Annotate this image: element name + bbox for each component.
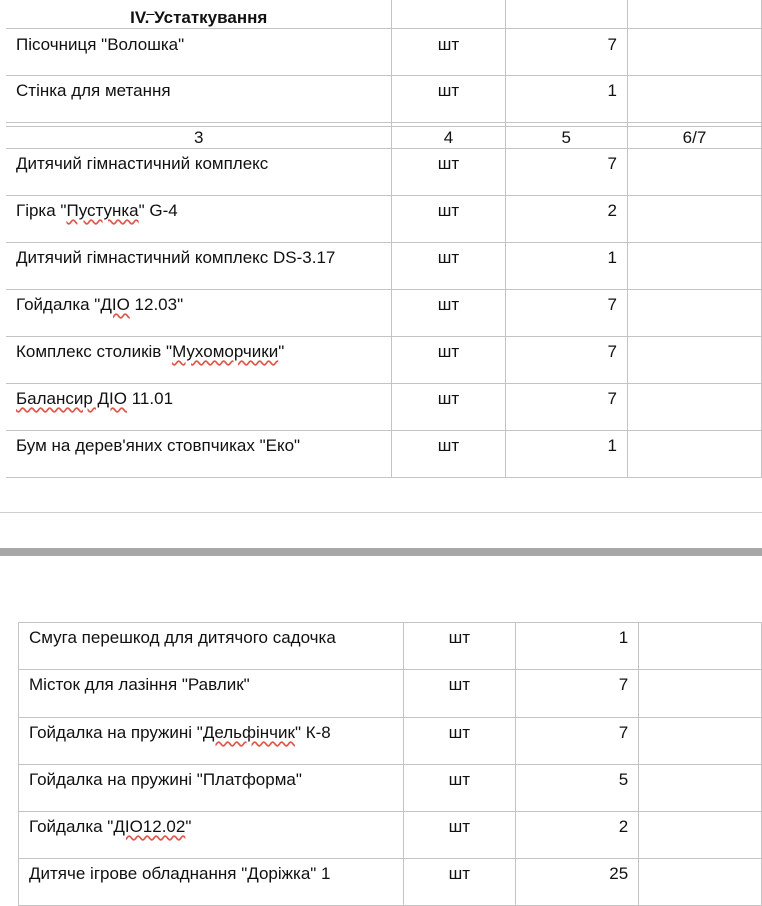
unit-cell[interactable]: шт bbox=[404, 812, 516, 859]
qty-cell[interactable]: 7 bbox=[505, 384, 627, 431]
unit-cell[interactable]: шт bbox=[404, 765, 516, 812]
table-row bbox=[6, 431, 762, 478]
cell[interactable] bbox=[627, 243, 761, 290]
item-name-cell[interactable]: Стінка для метання bbox=[6, 76, 392, 123]
cell[interactable] bbox=[627, 149, 761, 196]
cell[interactable] bbox=[639, 623, 762, 670]
cell[interactable] bbox=[627, 337, 761, 384]
table-row bbox=[6, 337, 762, 384]
qty-cell[interactable]: 5 bbox=[515, 765, 638, 812]
qty-cell[interactable]: 7 bbox=[505, 337, 627, 384]
table-row bbox=[6, 149, 762, 196]
unit-cell[interactable]: шт bbox=[392, 149, 505, 196]
cell[interactable] bbox=[627, 431, 761, 478]
column-number-row bbox=[6, 127, 762, 149]
item-name-cell[interactable]: Балансир ДІО 11.01 bbox=[6, 384, 392, 431]
item-name-cell[interactable]: Дитячий гімнастичний комплекс DS-3.17 bbox=[6, 243, 392, 290]
item-name-cell[interactable]: Гойдалка на пружині "Дельфінчик" К-8 bbox=[19, 718, 404, 765]
qty-cell[interactable]: 7 bbox=[505, 149, 627, 196]
unit-cell[interactable]: шт bbox=[392, 243, 505, 290]
cell[interactable] bbox=[639, 812, 762, 859]
column-number[interactable]: 4 bbox=[392, 127, 505, 149]
item-name-cell[interactable]: Гойдалка "ДІО12.02" bbox=[19, 812, 404, 859]
cell[interactable] bbox=[627, 76, 761, 123]
cell[interactable] bbox=[639, 718, 762, 765]
cell[interactable] bbox=[627, 384, 761, 431]
qty-cell[interactable]: 1 bbox=[505, 243, 627, 290]
qty-cell[interactable]: 7 bbox=[515, 670, 638, 718]
table-row bbox=[19, 765, 762, 812]
qty-cell[interactable]: 1 bbox=[515, 623, 638, 670]
spellcheck-flag: ДІО12.02 bbox=[113, 817, 186, 836]
item-name-cell[interactable]: Місток для лазіння "Равлик" bbox=[19, 670, 404, 718]
unit-cell[interactable]: шт bbox=[392, 29, 505, 76]
cell[interactable] bbox=[639, 859, 762, 906]
table-row bbox=[19, 718, 762, 765]
qty-cell[interactable]: 7 bbox=[515, 718, 638, 765]
item-name-cell[interactable]: Гойдалка на пружині "Платформа" bbox=[19, 765, 404, 812]
cell[interactable] bbox=[639, 670, 762, 718]
unit-cell[interactable]: шт bbox=[404, 623, 516, 670]
qty-cell[interactable]: 2 bbox=[505, 196, 627, 243]
spellcheck-flag: Дельфінчик bbox=[202, 723, 295, 742]
unit-cell[interactable]: шт bbox=[392, 76, 505, 123]
table-row bbox=[6, 196, 762, 243]
cell[interactable] bbox=[627, 0, 761, 29]
item-name-cell[interactable]: Смуга перешкод для дитячого садочка bbox=[19, 623, 404, 670]
unit-cell[interactable]: шт bbox=[404, 670, 516, 718]
equipment-table-page2 bbox=[18, 622, 762, 906]
table-row bbox=[19, 623, 762, 670]
unit-cell[interactable]: шт bbox=[404, 859, 516, 906]
qty-cell[interactable]: 1 bbox=[505, 76, 627, 123]
qty-cell[interactable]: 1 bbox=[505, 431, 627, 478]
qty-cell[interactable]: 25 bbox=[515, 859, 638, 906]
unit-cell[interactable]: шт bbox=[392, 196, 505, 243]
unit-cell[interactable]: шт bbox=[392, 431, 505, 478]
table-row bbox=[6, 29, 762, 76]
item-name-cell[interactable]: Комплекс столиків "Мухоморчики" bbox=[6, 337, 392, 384]
item-name-cell[interactable]: Бум на дерев'яних стовпчиках "Еко" bbox=[6, 431, 392, 478]
table-row bbox=[19, 812, 762, 859]
qty-cell[interactable]: 7 bbox=[505, 29, 627, 76]
cell[interactable] bbox=[505, 0, 627, 29]
item-name-cell[interactable]: Дитяче ігрове обладнання "Доріжка" 1 bbox=[19, 859, 404, 906]
cell[interactable] bbox=[627, 290, 761, 337]
column-number[interactable]: 3 bbox=[6, 127, 392, 149]
cell[interactable] bbox=[627, 29, 761, 76]
item-name-cell[interactable]: Гірка "Пустунка" G-4 bbox=[6, 196, 392, 243]
qty-cell[interactable]: 2 bbox=[515, 812, 638, 859]
cell[interactable] bbox=[639, 765, 762, 812]
table-row bbox=[6, 243, 762, 290]
cell[interactable] bbox=[627, 196, 761, 243]
section-header[interactable]: IV. Устаткування bbox=[6, 0, 392, 29]
section-header-row bbox=[6, 0, 762, 29]
cell[interactable] bbox=[392, 0, 505, 29]
page-bottom-border bbox=[0, 512, 762, 513]
unit-cell[interactable]: шт bbox=[392, 337, 505, 384]
column-number[interactable]: 5 bbox=[505, 127, 627, 149]
spellcheck-flag: Пустунка bbox=[66, 201, 139, 220]
table-row bbox=[6, 290, 762, 337]
column-number[interactable]: 6/7 bbox=[627, 127, 761, 149]
unit-cell[interactable]: шт bbox=[392, 384, 505, 431]
equipment-table-page1 bbox=[6, 0, 762, 478]
item-name-cell[interactable]: Пісочниця "Волошка" bbox=[6, 29, 392, 76]
spellcheck-flag: Мухоморчики bbox=[172, 342, 279, 361]
table-row bbox=[19, 859, 762, 906]
unit-cell[interactable]: шт bbox=[392, 290, 505, 337]
spellcheck-flag: ДІО bbox=[100, 295, 130, 314]
table-row bbox=[19, 670, 762, 718]
unit-cell[interactable]: шт bbox=[404, 718, 516, 765]
item-name-cell[interactable]: Гойдалка "ДІО 12.03" bbox=[6, 290, 392, 337]
table-row bbox=[6, 384, 762, 431]
spellcheck-flag: Балансир ДІО bbox=[16, 389, 128, 408]
page-break-separator bbox=[0, 548, 762, 556]
table-row bbox=[6, 76, 762, 123]
item-name-cell[interactable]: Дитячий гімнастичний комплекс bbox=[6, 149, 392, 196]
qty-cell[interactable]: 7 bbox=[505, 290, 627, 337]
